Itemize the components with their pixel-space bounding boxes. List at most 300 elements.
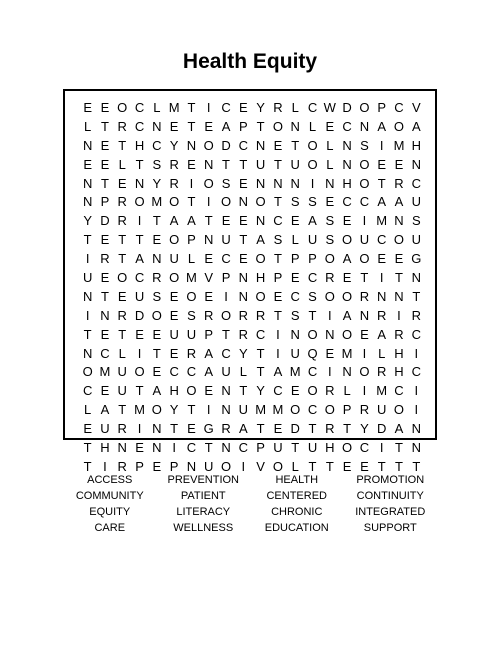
grid-cell: N <box>221 402 231 418</box>
grid-row <box>79 438 425 457</box>
grid-cell: R <box>117 213 127 229</box>
grid-cell: I <box>362 345 367 361</box>
word-bank-item: LITERACY <box>176 506 231 518</box>
grid-cell: L <box>239 364 247 380</box>
grid-cell: O <box>393 118 405 134</box>
grid-cell: M <box>151 194 163 210</box>
grid-cell: V <box>204 269 214 285</box>
grid-cell: G <box>411 251 422 267</box>
grid-cell: S <box>273 232 283 248</box>
grid-cell: I <box>414 345 419 361</box>
grid-cell: E <box>273 421 283 437</box>
grid-row <box>79 155 425 174</box>
grid-cell: T <box>118 232 127 248</box>
grid-cell: O <box>342 326 353 342</box>
grid-cell: T <box>204 439 213 455</box>
grid-cell: E <box>169 307 179 323</box>
grid-cell: A <box>377 194 387 210</box>
grid-cell: O <box>169 194 180 210</box>
grid-cell: Y <box>169 137 179 153</box>
grid-cell: T <box>135 383 144 399</box>
grid-cell: U <box>290 345 300 361</box>
grid-cell: N <box>82 194 93 210</box>
grid-cell: R <box>325 421 335 437</box>
grid-cell: P <box>204 326 214 342</box>
grid-cell: C <box>238 137 249 153</box>
grid-cell: A <box>342 251 352 267</box>
grid-cell: N <box>394 288 404 304</box>
grid-cell: N <box>204 156 214 172</box>
grid-cell: A <box>394 421 404 437</box>
grid-cell: R <box>359 288 370 304</box>
grid-cell: I <box>85 251 90 267</box>
grid-cell: Y <box>83 213 92 229</box>
grid-row <box>79 136 425 155</box>
grid-cell: C <box>221 99 231 115</box>
grid-cell: H <box>411 137 421 153</box>
word-bank-item: EQUITY <box>89 506 131 518</box>
grid-cell: R <box>411 307 421 323</box>
grid-cell: T <box>239 383 248 399</box>
grid-cell: O <box>342 288 353 304</box>
word-bank <box>63 472 437 536</box>
grid-cell: E <box>290 269 300 285</box>
grid-cell: N <box>238 194 249 210</box>
grid-cell: T <box>204 213 213 229</box>
grid-cell: R <box>377 364 387 380</box>
grid-cell: R <box>273 99 283 115</box>
grid-row <box>79 400 425 419</box>
grid-cell: C <box>307 402 318 418</box>
grid-cell: I <box>397 307 401 323</box>
grid-cell: E <box>204 251 214 267</box>
grid-cell: N <box>290 175 300 191</box>
grid-cell: T <box>273 251 282 267</box>
grid-cell: M <box>168 99 180 115</box>
grid-row <box>79 325 425 344</box>
grid-cell: E <box>360 458 369 474</box>
grid-cell: O <box>134 194 145 210</box>
grid-cell: U <box>117 364 127 380</box>
grid-cell: E <box>204 288 214 304</box>
grid-cell: V <box>411 99 421 115</box>
grid-cell: O <box>151 402 162 418</box>
grid-cell: T <box>83 326 92 342</box>
grid-cell: O <box>359 99 370 115</box>
grid-cell: T <box>118 326 127 342</box>
grid-cell: N <box>411 421 421 437</box>
grid-cell: N <box>273 175 283 191</box>
grid-cell: C <box>221 251 231 267</box>
grid-cell: P <box>256 439 265 455</box>
grid-cell: N <box>152 251 162 267</box>
grid-cell: E <box>342 213 352 229</box>
grid-cell: T <box>256 421 265 437</box>
grid-cell: D <box>221 137 231 153</box>
grid-cell: M <box>376 383 388 399</box>
grid-cell: O <box>393 402 405 418</box>
word-bank-row <box>63 472 437 488</box>
grid-cell: A <box>169 213 179 229</box>
grid-cell: A <box>204 364 214 380</box>
grid-cell: A <box>204 345 214 361</box>
grid-cell: Y <box>360 421 369 437</box>
grid-cell: R <box>255 307 266 323</box>
grid-cell: N <box>325 175 335 191</box>
grid-cell: L <box>326 137 334 153</box>
grid-cell: O <box>186 383 197 399</box>
grid-cell: Y <box>169 402 179 418</box>
grid-cell: N <box>411 269 421 285</box>
grid-cell: U <box>377 402 387 418</box>
grid-cell: G <box>203 421 214 437</box>
word-bank-item: CHRONIC <box>271 506 323 518</box>
grid-cell: E <box>83 99 92 115</box>
grid-cell: P <box>238 118 248 134</box>
word-bank-item: PROMOTION <box>356 474 425 486</box>
grid-cell: I <box>137 213 142 229</box>
grid-cell: E <box>100 137 110 153</box>
grid-cell: Y <box>256 383 265 399</box>
grid-cell: S <box>152 288 162 304</box>
grid-row <box>79 174 425 193</box>
grid-cell: O <box>117 99 128 115</box>
grid-cell: O <box>220 194 232 210</box>
word-bank-item: WELLNESS <box>173 522 234 534</box>
grid-cell: M <box>289 364 301 380</box>
grid-cell: I <box>379 439 384 455</box>
grid-cell: I <box>379 137 384 153</box>
grid-cell: P <box>342 402 352 418</box>
grid-cell: E <box>100 99 110 115</box>
grid-cell: T <box>291 439 300 455</box>
grid-cell: R <box>325 269 335 285</box>
grid-cell: O <box>169 269 180 285</box>
grid-cell: T <box>170 421 179 437</box>
grid-cell: C <box>307 364 318 380</box>
grid-cell: E <box>135 326 144 342</box>
grid-cell: T <box>135 232 144 248</box>
grid-cell: U <box>117 383 127 399</box>
grid-cell: L <box>308 118 317 134</box>
grid-cell: A <box>238 421 248 437</box>
grid-cell: L <box>326 156 334 172</box>
grid-cell: D <box>290 421 300 437</box>
grid-cell: D <box>342 99 352 115</box>
grid-cell: R <box>394 326 404 342</box>
grid-cell: U <box>169 251 179 267</box>
grid-cell: N <box>342 137 352 153</box>
grid-cell: I <box>137 421 142 437</box>
grid-cell: N <box>394 213 404 229</box>
grid-cell: Y <box>256 99 265 115</box>
grid-cell: N <box>290 118 300 134</box>
grid-cell: E <box>238 213 248 229</box>
grid-cell: N <box>290 326 300 342</box>
grid-cell: U <box>255 156 266 172</box>
grid-cell: U <box>359 232 370 248</box>
grid-cell: S <box>325 213 335 229</box>
grid-cell: O <box>203 175 214 191</box>
grid-cell: T <box>239 232 248 248</box>
grid-cell: T <box>377 458 386 474</box>
grid-cell: S <box>152 156 162 172</box>
grid-cell: N <box>100 307 110 323</box>
grid-cell: O <box>324 402 335 418</box>
grid-cell: U <box>186 326 197 342</box>
grid-cell: R <box>117 458 127 474</box>
grid-cell: E <box>152 232 162 248</box>
grid-cell: I <box>276 345 280 361</box>
grid-cell: H <box>394 345 404 361</box>
grid-cell: N <box>82 137 93 153</box>
grid-cell: R <box>238 307 249 323</box>
puzzle-title: Health Equity <box>182 50 318 73</box>
grid-cell: T <box>256 364 265 380</box>
grid-cell: C <box>394 383 404 399</box>
grid-row <box>79 192 425 211</box>
grid-cell: T <box>308 421 317 437</box>
grid-cell: L <box>118 156 126 172</box>
grid-cell: N <box>342 364 352 380</box>
grid-cell: R <box>186 345 197 361</box>
grid-cell: N <box>411 156 421 172</box>
grid-cell: A <box>394 194 404 210</box>
grid-cell: I <box>362 213 367 229</box>
grid-cell: S <box>308 288 317 304</box>
grid-cell: D <box>134 307 145 323</box>
grid-cell: L <box>343 383 351 399</box>
grid-cell: M <box>255 402 267 418</box>
grid-cell: U <box>290 156 300 172</box>
grid-cell: U <box>411 232 421 248</box>
grid-cell: E <box>117 288 127 304</box>
grid-cell: E <box>342 458 352 474</box>
grid-cell: A <box>342 307 352 323</box>
grid-cell: A <box>377 326 387 342</box>
grid-cell: R <box>117 421 127 437</box>
grid-cell: P <box>308 251 317 267</box>
grid-cell: A <box>135 251 144 267</box>
grid-cell: E <box>204 118 214 134</box>
grid-cell: S <box>411 213 421 229</box>
grid-cell: I <box>414 402 419 418</box>
grid-cell: U <box>411 194 421 210</box>
grid-cell: I <box>85 307 90 323</box>
grid-cell: C <box>290 288 300 304</box>
grid-cell: O <box>255 251 266 267</box>
grid-cell: U <box>307 439 318 455</box>
grid-cell: O <box>307 156 318 172</box>
grid-cell: T <box>256 345 265 361</box>
grid-cell: E <box>83 421 92 437</box>
word-bank-row <box>63 488 437 504</box>
grid-cell: C <box>307 99 318 115</box>
grid-cell: C <box>307 269 318 285</box>
grid-cell: I <box>327 364 332 380</box>
grid-cell: M <box>134 402 145 418</box>
grid-cell: C <box>359 194 370 210</box>
grid-cell: C <box>221 345 231 361</box>
grid-cell: E <box>117 175 127 191</box>
grid-cell: A <box>377 118 387 134</box>
grid-cell: M <box>186 269 197 285</box>
grid-cell: T <box>83 439 92 455</box>
grid-cell: E <box>221 213 231 229</box>
grid-cell: I <box>206 194 211 210</box>
grid-cell: L <box>187 251 196 267</box>
grid-cell: N <box>325 326 335 342</box>
grid-row <box>79 117 425 136</box>
grid-cell: L <box>291 458 299 474</box>
grid-cell: R <box>117 118 127 134</box>
grid-cell: E <box>238 99 248 115</box>
grid-cell: T <box>100 288 109 304</box>
grid-cell: T <box>412 458 421 474</box>
grid-cell: O <box>255 194 266 210</box>
grid-cell: N <box>82 345 93 361</box>
grid-cell: R <box>394 175 404 191</box>
grid-cell: U <box>221 232 231 248</box>
grid-cell: T <box>83 458 92 474</box>
grid-cell: E <box>169 345 179 361</box>
grid-cell: O <box>307 383 318 399</box>
grid-cell: I <box>310 175 315 191</box>
grid-cell: O <box>169 232 180 248</box>
grid-cell: I <box>379 269 384 285</box>
grid-cell: R <box>238 326 249 342</box>
grid-cell: Q <box>307 345 318 361</box>
grid-cell: N <box>359 307 370 323</box>
grid-cell: M <box>341 345 353 361</box>
word-bank-item: CARE <box>94 522 126 534</box>
grid-row <box>79 268 425 287</box>
word-bank-item: INTEGRATED <box>355 506 426 518</box>
grid-cell: E <box>204 383 214 399</box>
grid-cell: T <box>308 458 317 474</box>
grid-cell: S <box>290 194 300 210</box>
grid-cell: S <box>221 175 231 191</box>
word-bank-item: ACCESS <box>87 474 133 486</box>
grid-cell: E <box>360 326 369 342</box>
grid-cell: O <box>359 251 370 267</box>
word-bank-row <box>63 520 437 536</box>
grid-cell: U <box>273 439 283 455</box>
grid-cell: C <box>377 232 387 248</box>
grid-cell: C <box>394 99 404 115</box>
grid-cell: T <box>308 307 317 323</box>
grid-cell: N <box>377 288 387 304</box>
grid-cell: U <box>100 421 110 437</box>
grid-cell: U <box>169 326 179 342</box>
grid-cell: P <box>273 269 283 285</box>
grid-cell: I <box>276 326 280 342</box>
grid-cell: T <box>325 458 334 474</box>
grid-cell: C <box>255 326 266 342</box>
grid-cell: N <box>82 288 93 304</box>
grid-cell: U <box>82 269 93 285</box>
grid-cell: T <box>395 269 403 285</box>
grid-cell: A <box>187 213 196 229</box>
grid-cell: L <box>84 402 92 418</box>
grid-cell: M <box>99 364 111 380</box>
grid-cell: T <box>273 307 282 323</box>
grid-cell: T <box>222 156 230 172</box>
grid-cell: O <box>290 402 301 418</box>
grid-row <box>79 98 425 117</box>
grid-cell: O <box>324 251 335 267</box>
grid-cell: I <box>206 402 211 418</box>
grid-cell: A <box>273 364 283 380</box>
word-search-grid <box>63 89 437 474</box>
grid-cell: R <box>117 194 127 210</box>
grid-cell: O <box>359 156 370 172</box>
grid-cell: E <box>135 439 144 455</box>
grid-cell: T <box>187 118 196 134</box>
grid-cell: I <box>103 458 107 474</box>
grid-cell: H <box>169 383 179 399</box>
grid-cell: I <box>172 439 176 455</box>
word-bank-item: EDUCATION <box>264 522 329 534</box>
grid-cell: U <box>238 402 249 418</box>
grid-cell: H <box>342 175 352 191</box>
grid-cell: C <box>411 364 421 380</box>
grid-row <box>79 211 425 230</box>
grid-cell: E <box>273 137 283 153</box>
grid-cell: E <box>100 383 110 399</box>
grid-cell: T <box>118 137 127 153</box>
grid-cell: I <box>206 99 211 115</box>
grid-cell: N <box>238 288 249 304</box>
grid-cell: N <box>204 232 214 248</box>
grid-cell: E <box>83 156 92 172</box>
grid-cell: R <box>152 269 162 285</box>
grid-cell: E <box>238 251 248 267</box>
grid-cell: E <box>290 383 300 399</box>
grid-cell: U <box>307 232 318 248</box>
grid-cell: N <box>238 269 249 285</box>
grid-cell: R <box>169 175 179 191</box>
grid-cell: E <box>394 251 404 267</box>
grid-cell: A <box>100 402 110 418</box>
grid-cell: T <box>187 194 196 210</box>
grid-cell: A <box>411 118 421 134</box>
grid-row <box>79 419 425 438</box>
grid-cell: C <box>273 213 283 229</box>
grid-cell: N <box>221 383 231 399</box>
grid-cell: E <box>152 458 162 474</box>
grid-cell: T <box>395 439 403 455</box>
grid-cell: T <box>100 175 109 191</box>
grid-cell: N <box>255 213 266 229</box>
grid-cell: E <box>187 156 196 172</box>
grid-cell: P <box>221 269 231 285</box>
grid-cell: D <box>100 213 110 229</box>
grid-cell: U <box>221 364 231 380</box>
grid-cell: Y <box>238 345 248 361</box>
grid-cell: S <box>187 307 196 323</box>
grid-cell: O <box>324 288 335 304</box>
grid-cell: A <box>256 232 265 248</box>
grid-row <box>79 344 425 363</box>
grid-cell: E <box>169 288 179 304</box>
grid-cell: E <box>152 364 162 380</box>
word-bank-item: CENTERED <box>266 490 327 502</box>
grid-cell: O <box>151 307 162 323</box>
grid-cell: T <box>291 137 300 153</box>
grid-cell: N <box>411 439 421 455</box>
word-bank-item: PREVENTION <box>167 474 239 486</box>
